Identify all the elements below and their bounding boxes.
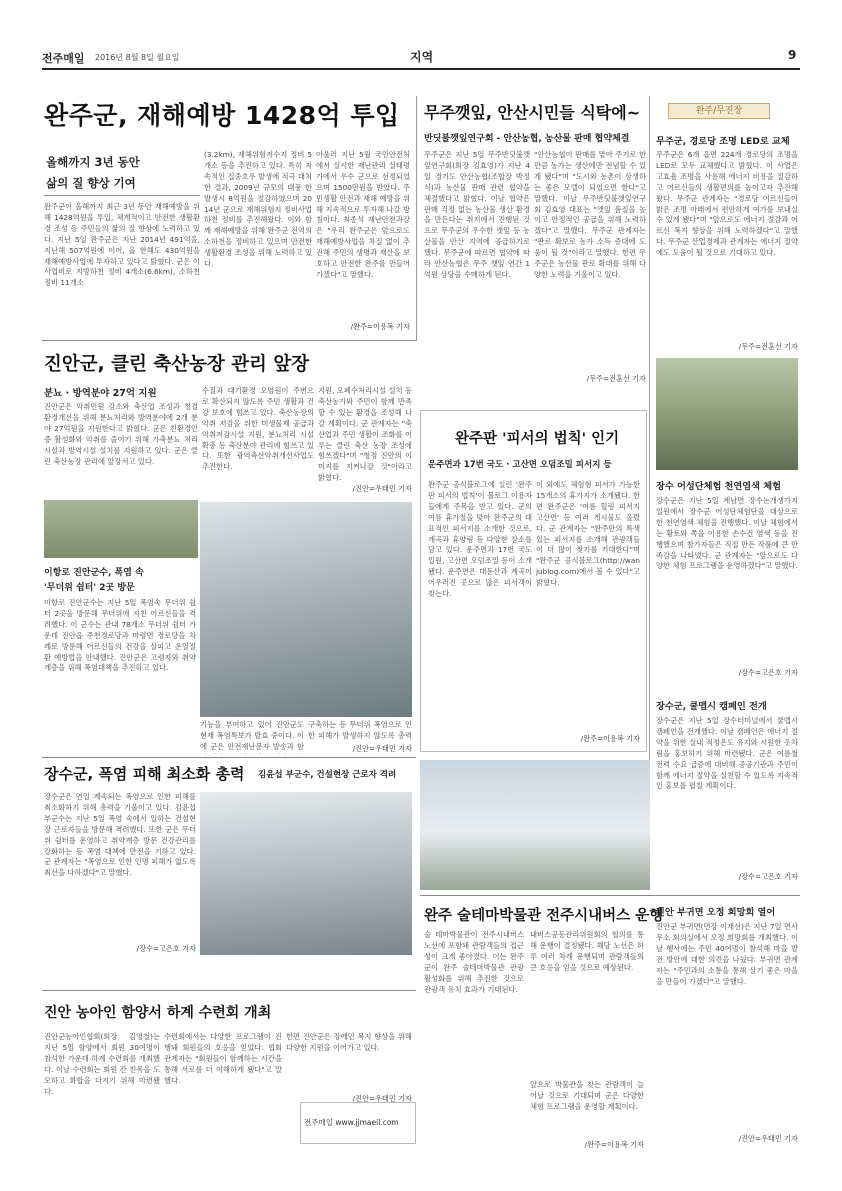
byline-a5: /진안=우태민 기자 [352,744,412,753]
photo-a4 [44,500,198,558]
byline-a8: /장수=고은호 기자 [738,872,798,881]
section-label: 지역 [410,50,434,64]
body-a12-c1: 진안군농아인협회(회장 김영철)는 지난 5일 함양에서 회원 30여명이 참석한 가운데 하계 수련회를 개최했다. 이날 수련회는 회원 간 친목을 도모하고 화합을 다지기 위해 마련됐다. [44,1032,160,1096]
masthead-paper: 전주매일 [42,52,85,65]
byline-a10: /장수=고은호 기자 [136,944,196,953]
headline-a12: 진안 농아인 함양서 하계 수련회 개최 [44,1005,272,1021]
byline-a2: /무주=전훈선 기자 [586,374,646,383]
body-a6-c1: 완주군 공식블로그에 실린 '완주판 피서의 법칙'이 블로그 이용자들에게 주목을 받고 있다. 군의 여름 휴가철을 맞아 완주군의 대표적인 피서지를 소개한 것으로, 계곡과 휴양림 등 다양한 장소를 담고 있다. 운주면과 17번 국도 일원, 고산면 오덤조밀 등이 소개됐다. 운주면은 대둔산과 계곡이 어우러진 곳으로 많은 피서객이 찾는다. [428,480,532,599]
body-a4-c3: 지원, 오폐수처리시설 설치 등 축산농가와 주민이 함께 만족할 수 있는 환경을 조성해 나갈 계획이다. 군 관계자는 "축산업과 주민 생활이 조화를 이루는 클린 축산 농장 조성에 힘쓰겠다"며 "청정 진안의 이미지를 지켜나갈 것"이라고 밝혔다. [318,386,412,482]
rule-a9 [652,895,800,896]
byline-a7: /장수=고은호 기자 [738,668,798,677]
byline-a3: /무주=전훈선 기자 [738,342,798,351]
body-a11-c2: 내버스공동관리위원회의 협의를 통해 운행이 결정됐다. 해당 노선은 하루 여러 차례 운행되며 관람객들의 큰 호응을 얻을 것으로 예상된다. [530,930,644,972]
body-a5: 이항로 진안군수는 지난 5일 폭염속 무더위 쉼터 2곳을 방문해 무더위에 지친 어르신들을 격려했다. 이 군수는 관내 78개소 무더위 쉼터 가운데 진안읍 주천경로당과 마령면 경로당을 차례로 방문해 어르신들의 건강을 살피고 온열질환 예방법을 안내했다. 진안군은 고령자와 취약계층을 위해 폭염대책을 추진하고 있다. [44,598,196,673]
body-a12-c2: 수련회에서는 다양한 프로그램이 진행돼 회원들의 호응을 얻었다. 협회 관계자는 "회원들이 함께하는 시간을 통해 서로를 더 이해하게 됐다"고 말했다. [164,1032,282,1085]
headline-a2: 무주깻잎, 안산시민들 식탁에~ [424,103,641,122]
headline-a7: 장수 어성단체험 천연염색 체험 [656,481,781,492]
body-a1-c1: 완주군이 올해까지 최근 3년 동안 재해예방을 위해 1428억원을 투입, 체계적이고 안전한 생활환경 조성 등 주민들의 삶의 질 향상에 노력하고 있다. 지난 5일 완주군은 지난 2014년 491억을, 지난해 507억원에 이어, 올 한해도 430억원을 재해예방사업에 투자하고 있다고 밝혔다. 군은 이 사업비로 지방하천 정비 4개소(6.6km), 소하천 정비 11개소 [44,202,200,288]
body-a8: 장수군은 지난 5일 장수터미널에서 쿨맵시 캠페인을 전개했다. 이날 캠페인은 에너지 절약을 위한 실내 적정온도 유지와 시원한 옷차림을 홍보하기 위해 마련됐다. 군은 여름철 전력 수요 급증에 대비해 공공기관과 주민이 함께 에너지 절약을 실천할 수 있도록 지속적인 홍보를 펼칠 계획이다. [656,716,798,791]
photo-a11 [420,760,650,890]
body-a12-c3: 한편 진안군은 장애인 복지 향상을 위해 다양한 지원을 이어가고 있다. [286,1032,412,1052]
headline-a10: 장수군, 폭염 피해 최소화 총력 [44,765,245,783]
rule-a4 [42,340,416,341]
headline-a11: 완주 술테마박물관 전주시내버스 운행 [424,908,664,924]
headline-a4: 진안군, 클린 축산농장 관리 앞장 [44,354,310,375]
body-a4-c1: 진안군은 악취민원 감소와 축산업 조성과 청결 환경개선을 위해 분뇨처리와 방역분야에 2개 분야 27억원을 지원한다고 밝혔다. 군은 친환경인증 활성화와 악취를 줄이기 위해 가축분뇨 처리시설과 방역시설 설치를 지원하고 있다. 군은 클린 축산농장 관리에 앞장서고 있다. [44,402,198,466]
photo-a5 [200,502,412,717]
brand-tag: 완주/무진장 [668,103,770,119]
byline-a11: /완주=이용복 기자 [584,1140,644,1149]
header-rule [42,68,800,70]
headline-a9: 진안 부귀면 오정 희망회 열어 [656,907,776,918]
body-a7: 장수군은 지난 5일 계남면 장수논개생가지 일원에서 장수군 어성단체험단을 대상으로 한 천연염색 체험을 진행했다. 이날 체험에서는 황토와 쪽을 이용한 손수건 염색 등을 진행했으며 참가자들은 직접 만든 작품에 큰 만족감을 나타냈다. 군 관계자는 "앞으로도 다양한 체험 프로그램을 운영하겠다"고 말했다. [656,496,798,571]
body-a9: 진안군 부귀면(면장 이재선)은 지난 7일 면사무소 회의실에서 오정 희망회를 개최했다. 이날 행사에는 주민 40여명이 참석해 마을 발전 방안에 대한 의견을 나눴다. 부귀면 관계자는 "주민과의 소통을 통해 살기 좋은 마을을 만들어 가겠다"고 말했다. [656,922,798,986]
body-a5-c3: 구축하는 등 무더위 폭염으로 인한 피해가 발생하지 않도록 총력 [308,720,412,740]
body-a11-c3: 앞으로 박물관을 찾는 관람객이 늘어날 것으로 기대되며 군은 다양한 체험 프로그램을 운영할 계획이다. [530,1080,644,1111]
headline-a6: 완주판 '피서의 법칙' 인기 [455,431,620,447]
byline-a9: /진안=우태민 기자 [738,1134,798,1143]
subhead-a6: 운주면과 17번 국도 · 고산면 오덤조밀 피서지 등 [428,460,612,470]
headline-a8: 장수군, 쿨맵시 캠페인 전개 [656,701,767,712]
subhead-a1-1: 올해까지 3년 동안 [46,155,140,169]
page-number: 9 [788,48,797,62]
byline-a1: /완주=이용복 기자 [350,322,410,331]
body-a2-c2: "안산농협이 판매를 맡아 주기로 한 만큼 농가는 생산에만 전념할 수 있게 됐다"며 "도시와 농촌이 상생하는 좋은 모델이 되었으면 한다"고 말했다. 이날 무주반딧불깻잎연구회 김효영 대표는 "깻잎 품질을 높이고 안정적인 공급을 위해 노력하겠다"고 말했다. 무주군 관계자는 "판로 확보로 농가 소득 증대에 도움이 될 것"이라고 말했다. 한편 무주군은 농산물 판로 확대를 위해 다양한 노력을 기울이고 있다. [534,150,646,279]
body-a10: 장수군은 연일 계속되는 폭염으로 인한 피해를 최소화하기 위해 총력을 기울이고 있다. 김윤섭 부군수는 지난 5일 폭염 속에서 일하는 건설현장 근로자들을 방문해 격려했다. 또한 군은 무더위 쉼터를 운영하고 취약계층 방문 건강관리를 강화하는 등 폭염 대책에 만전을 기하고 있다. 군 관계자는 "폭염으로 인한 인명 피해가 없도록 최선을 다하겠다"고 말했다. [44,792,196,878]
byline-a4: /진안=우태민 기자 [352,484,412,493]
body-a3: 무주군은 6개 읍면 224개 경로당의 조명을 LED로 모두 교체했다고 밝혔다. 이 사업은 고효율 조명을 사용해 에너지 비용을 절감하고 어르신들의 생활편의를 높이고자 추진해 왔다. 무주군 관계자는 "경로당 어르신들이 밝은 조명 아래에서 편안하게 여가를 보내실 수 있게 됐다"며 "앞으로도 에너지 절감과 어르신 복지 향상을 위해 노력하겠다"고 말했다. 무주군 산업경제과 관계자는 에너지 절약에도 도움이 될 것으로 기대하고 있다. [656,150,798,258]
rule-a10 [42,757,416,758]
footer-text: 전주매일 www.jjmaeil.com [304,1118,399,1127]
column-rule-1 [416,96,417,341]
body-a5-c2: 기능을 부여하고 있어 진안군도 현재 폭염특보가 발효 중이다. 이에 군은 안전재난문자 발송과 함 [200,720,304,751]
byline-a12: /진안=우태민 기자 [352,1094,412,1103]
photo-a10 [200,792,412,955]
body-a1-c2: (3.2km), 재해위험저수지 정비 5개소 등을 추진하고 있다. 특히 지속적인 집중호우 발생에 적극 대처한 결과, 2009년 규모의 태풍 한 발생시 8억원을 절감하였으며 2014년 군으로 재해위험지 정비사업 하천 정비를 추진해왔다. 이와 함께 재해예방을 위해 완주군 전역의 소하천을 정비하고 있으며 안전한 생활환경 조성을 위해 노력하고 있다. [204,150,312,269]
divider-a1 [44,195,200,196]
subhead-a1-2: 삶의 질 향상 기여 [46,176,136,190]
subhead-a2: 반딧불깻잎연구회 - 안산농협, 농산물 판매 협약체결 [424,134,630,144]
headline-a3: 무주군, 경로당 조명 LED로 교체 [656,136,790,147]
byline-a6: /완주=이용복 기자 [580,734,640,743]
body-a6-c2: 이 외에도 체험형 피서가 가능한 15개소의 휴가지가 소개됐다. 한편 완주군은 '여름 힐링 피서지 고산면' 등 여러 게시물도 올렸다. 군 관계자는 "완주만의 특색 있는 피서지를 소개해 관광객들이 더 많이 찾기를 기대한다"며 "완주군 공식블로그(http://wanjublog.com)에서 볼 수 있다"고 밝혔다. [536,480,640,588]
rule-a12 [42,990,416,991]
body-a1-c3: 아울러 지난 5월 국민안전처에서 실시한 재난관리 실태평가에서 우수 군으로 선정되었으며 1500만원을 받았다. 주민생활 안전과 재해 예방을 위해 지속적으로 투자해 나갈 방침이다. 최종석 재난안전과장은 "우리 완주군은 앞으로도 재해예방사업을 차질 없이 추진해 주민의 생명과 재산을 보호하고 안전한 완주를 만들어 가겠다"고 말했다. [316,150,410,279]
photo-a7 [656,358,798,470]
headline-a1: 완주군, 재해예방 1428억 투입 [44,101,400,130]
body-a2-c1: 무주군은 지난 5일 무주반딧불깻잎연구회(회장 김효영)가 지난 4일 경기도 안산농협(조합장 박정식)과 농산물 판매 관련 협약을 체결했다고 밝혔다. 이날 협약은 판매 걱정 없는 농산물 생산 환경을 만든다는 취지에서 진행된 것으로 무주군의 우수한 깻잎 등 농산물을 안산 지역에 공급하기로 했다. 무주군에 따르면 협약에 따라 안산농협은 무주 깻잎 연간 1억원 상당을 수매하게 된다. [424,150,530,279]
body-a4-c2: 수질과 대기환경 오염원이 주변으로 확산되지 않도록 주민 생활과 건강 보호에 힘쓰고 있다. 축산농장의 악취 저감을 위한 미생물제 공급과 악취저감시설 지원, 분뇨처리 시설 확충 등 축산분야 관리에 힘쓰고 있다. 또한 광역축산악취개선사업도 추진한다. [202,386,314,472]
subhead-a4: 분뇨 · 방역분야 27억 지원 [44,388,157,399]
subhead-a5: '무더위 쉼터' 2곳 방문 [44,583,135,593]
masthead-date: 2016년 8월 8일 월요일 [95,53,180,62]
body-a11-c1: 술 테마박물관이 전주시내버스 노선에 포함돼 관람객들의 접근성이 크게 좋아졌다. 이는 완주군이 완주 술테마박물관 관광 활성화를 위해 추진한 것으로 관광객 유치 효과가 기대된다. [424,930,524,994]
kicker-a5: 이항로 진안군수, 폭염 속 [44,568,144,578]
subhead-a10: 김윤섭 부군수, 건설현장 근로자 격려 [258,770,397,780]
